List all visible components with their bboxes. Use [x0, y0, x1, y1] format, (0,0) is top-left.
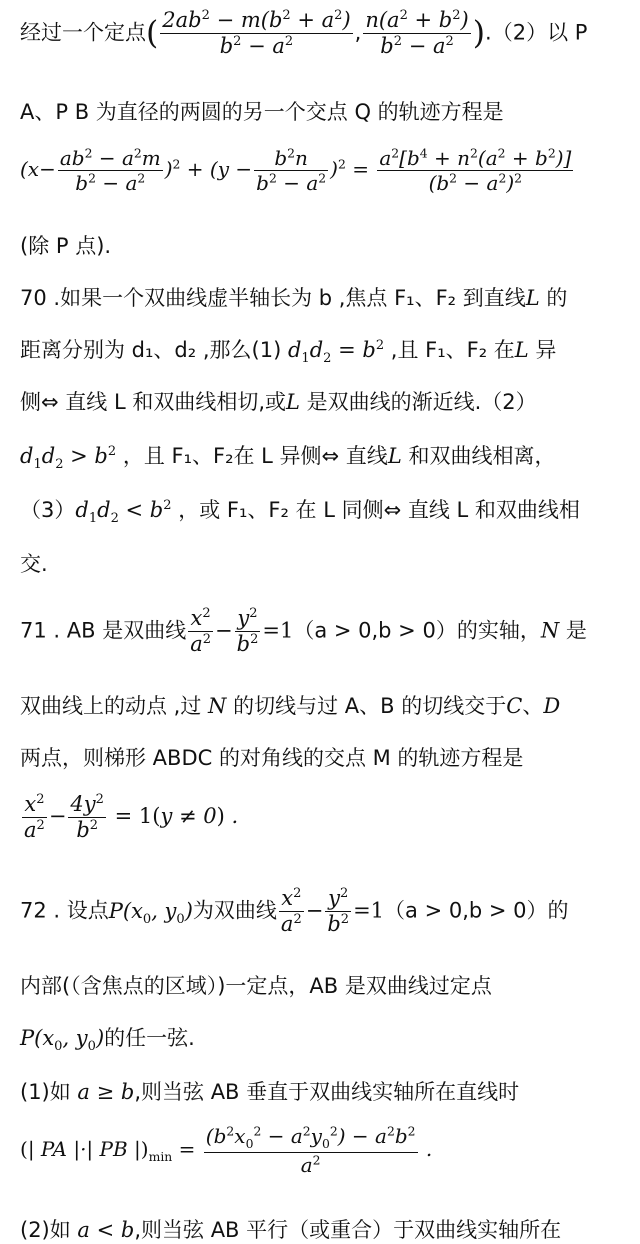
text-line-6: 距离分别为 d₁、d₂ ,那么(1) $d_1d_2 = b^2$ ,且 F₁、F₂ 在L 异 [20, 338, 557, 367]
text-line-17: $P(x_0$, $y_0$)的任一弦. [20, 1026, 195, 1055]
text-fragment: 71 . AB 是双曲线 [20, 618, 187, 643]
text-fragment: ，且 F₁、F₂在 L 异侧⇔ 直线 [116, 444, 388, 468]
text-line-13: 两点，则梯形 ABDC 的对角线的交点 M 的轨迹方程是 [20, 746, 524, 770]
text-line-1: 经过一个定点( $\frac{2ab^2 - m(b^2 + a^2)}{b^2 - a^2}$ , $\frac{n(a^2 + b^2)}{b^2 - a^2}$ ).（2）以 P [20, 8, 588, 59]
text-fragment: （a > 0,b > 0）的实轴， [293, 618, 541, 643]
text-line-7: 侧⇔ 直线 L 和双曲线相切,或L 是双曲线的渐近线.（2） [20, 390, 537, 414]
text-fragment: ,则当弦 AB 平行（或重合）于双曲线实轴所在 [134, 1218, 562, 1242]
text-fragment: (2)如 [20, 1218, 71, 1242]
text-fragment: 是双曲线的渐近线.（2） [299, 390, 537, 414]
text-fragment: 70 .如果一个双曲线虚半轴长为 b ,焦点 F₁、F₂ 到直线 [20, 286, 526, 310]
text-fragment: 双曲线上的动点 ,过 [20, 694, 202, 718]
text-fragment: （a > 0,b > 0）的 [384, 898, 569, 923]
text-fragment: 的切线与过 A、B 的切线交于 [226, 694, 507, 718]
locus-equation: (x− $\frac{ab^2 - a^2m}{b^2 - a^2}$ )$^2$ + (y − $\frac{b^2n}{b^2 - a^2}$ )$^2$ = $\frac{a^2[b^4 + n^2(a^2 + b^2)]}{(b^2 - a^2)^2}$ [20, 145, 572, 195]
text-fragment: ,且 F₁、F₂ 在 [384, 338, 515, 362]
fraction-y-coordinate: $\frac{n(a^2 + b^2)}{b^2 - a^2}$ [365, 8, 469, 59]
min-product-equation: (| PA |·| PB $|)_{min}$ = $\frac{(b^2x_0^2 - a^2y_0^2) - a^2b^2}{a^2}$ . [20, 1123, 433, 1177]
text-fragment: 的任一弦. [104, 1026, 195, 1050]
text-line-10: 交. [20, 552, 48, 576]
text-fragment: 侧⇔ 直线 L 和双曲线相切,或 [20, 390, 286, 414]
text-line-5: 70 .如果一个双曲线虚半轴长为 b ,焦点 F₁、F₂ 到直线L 的 [20, 286, 568, 310]
text-fragment: 和双曲线相离， [401, 444, 556, 468]
text-line-8: $d_1d_2 > b^2$ ，且 F₁、F₂在 L 异侧⇔ 直线L 和双曲线相离， [20, 444, 556, 473]
fraction-x-coordinate: $\frac{2ab^2 - m(b^2 + a^2)}{b^2 - a^2}$ [162, 8, 351, 59]
text-fragment: 的 [539, 286, 568, 310]
text-fragment: （3） [20, 498, 76, 522]
text-fragment: ,则当弦 AB 垂直于双曲线实轴所在直线时 [134, 1080, 520, 1104]
text-line-20: (2)如 a < b,则当弦 AB 平行（或重合）于双曲线实轴所在 [20, 1218, 562, 1242]
text-fragment: 为双曲线 [192, 898, 277, 923]
text-fragment: .（2）以 P [485, 20, 588, 45]
text-fragment: 经过一个定点 [20, 20, 146, 45]
text-line-9: $(3)d_1d_2 < b^2$ ，或 F₁、F₂ 在 L 同侧⇔ 直线 L 和双曲线相 [20, 498, 580, 527]
text-fragment: 异 [528, 338, 557, 362]
text-line-16: 内部(（含焦点的区域）)一定点，AB 是双曲线过定点 [20, 974, 492, 998]
text-line-18: (1)如 a ≥ b,则当弦 AB 垂直于双曲线实轴所在直线时 [20, 1080, 520, 1104]
text-line-12: 双曲线上的动点 ,过 N 的切线与过 A、B 的切线交于C、D [20, 694, 561, 718]
text-fragment: 是 [559, 618, 587, 643]
text-fragment: (1)如 [20, 1080, 71, 1104]
text-fragment: 距离分别为 d₁、d₂ ,那么(1) [20, 338, 282, 362]
text-line-4: (除 P 点). [20, 234, 112, 258]
text-line-15: 72 . 设点$P(x_0$, $y_0$)为双曲线 $\frac{x^2}{a^2}$ − $\frac{y^2}{b^2}$ =1（a > 0,b > 0）的 [20, 886, 569, 937]
trajectory-equation: $\frac{x^2}{a^2}$ − $\frac{4y^2}{b^2}$ = 1(y ≠ 0) . [24, 792, 239, 843]
text-fragment: ，或 F₁、F₂ 在 L 同侧⇔ 直线 L 和双曲线相 [171, 498, 580, 522]
text-line-2: A、P B 为直径的两圆的另一个交点 Q 的轨迹方程是 [20, 100, 504, 124]
text-fragment: 72 . 设点 [20, 898, 109, 923]
text-line-11: 71 . AB 是双曲线 $\frac{x^2}{a^2}$ − $\frac{y^2}{b^2}$ =1（a > 0,b > 0）的实轴，N 是 [20, 606, 587, 657]
